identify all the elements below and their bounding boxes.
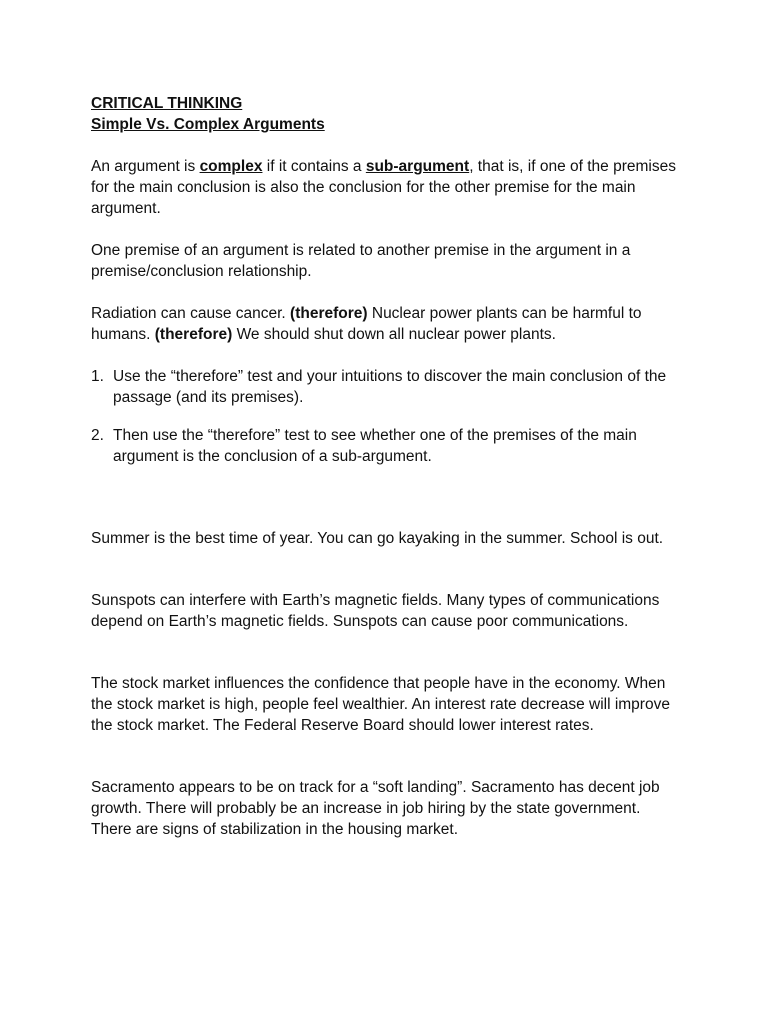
- document-title: CRITICAL THINKING: [91, 95, 243, 112]
- example-sentence-1: Radiation can cause cancer.: [91, 305, 291, 322]
- exercise-paragraph: The stock market influences the confidence that people have in the economy. When the stock market is high, people feel wealthier. An interest rate decrease will improve the stock market. The Federal Reserve Board should lower interest rates.: [91, 675, 670, 734]
- document-page: [91, 93, 681, 840]
- example-sentence-3: We should shut down all nuclear power plants.: [232, 326, 556, 343]
- step-number: 2.: [91, 427, 104, 444]
- list-item: [91, 366, 681, 408]
- steps-list: [91, 366, 681, 467]
- exercise-paragraph: Summer is the best time of year. You can go kayaking in the summer. School is out.: [91, 530, 664, 547]
- relation-paragraph: One premise of an argument is related to another premise in the argument in a premise/conclusion relationship.: [91, 242, 631, 280]
- intro-paragraph: [91, 156, 681, 219]
- intro-text-2: if it contains a: [262, 158, 366, 175]
- exercise-paragraph: Sacramento appears to be on track for a “soft landing”. Sacramento has decent job growth. There will probably be an increase in job hiring by the state government. There are signs of stabilization in the housing market.: [91, 779, 660, 838]
- term-sub-argument: sub-argument: [365, 158, 470, 175]
- step-text: Then use the “therefore” test to see whether one of the premises of the main argument is the conclusion of a sub-argument.: [113, 427, 637, 465]
- exercise-paragraph: Sunspots can interfere with Earth’s magnetic fields. Many types of communications depend on Earth’s magnetic fields. Sunspots can cause poor communications.: [91, 592, 660, 630]
- term-complex: complex: [199, 158, 263, 175]
- list-item: [91, 425, 681, 467]
- intro-text-3: , that is, if one of the premises for the main conclusion is also the conclusion for the other premise for the main argument.: [91, 158, 676, 217]
- therefore-marker-2: (therefore): [154, 326, 233, 343]
- step-text: Use the “therefore” test and your intuitions to discover the main conclusion of the passage (and its premises).: [113, 368, 667, 406]
- step-number: 1.: [91, 368, 104, 385]
- example-paragraph: [91, 303, 681, 345]
- document-subtitle: Simple Vs. Complex Arguments: [91, 116, 325, 133]
- example-sentence-2: Nuclear power plants can be harmful to humans.: [91, 305, 642, 343]
- therefore-marker-1: (therefore): [290, 305, 368, 322]
- intro-text-1: An argument is: [91, 158, 200, 175]
